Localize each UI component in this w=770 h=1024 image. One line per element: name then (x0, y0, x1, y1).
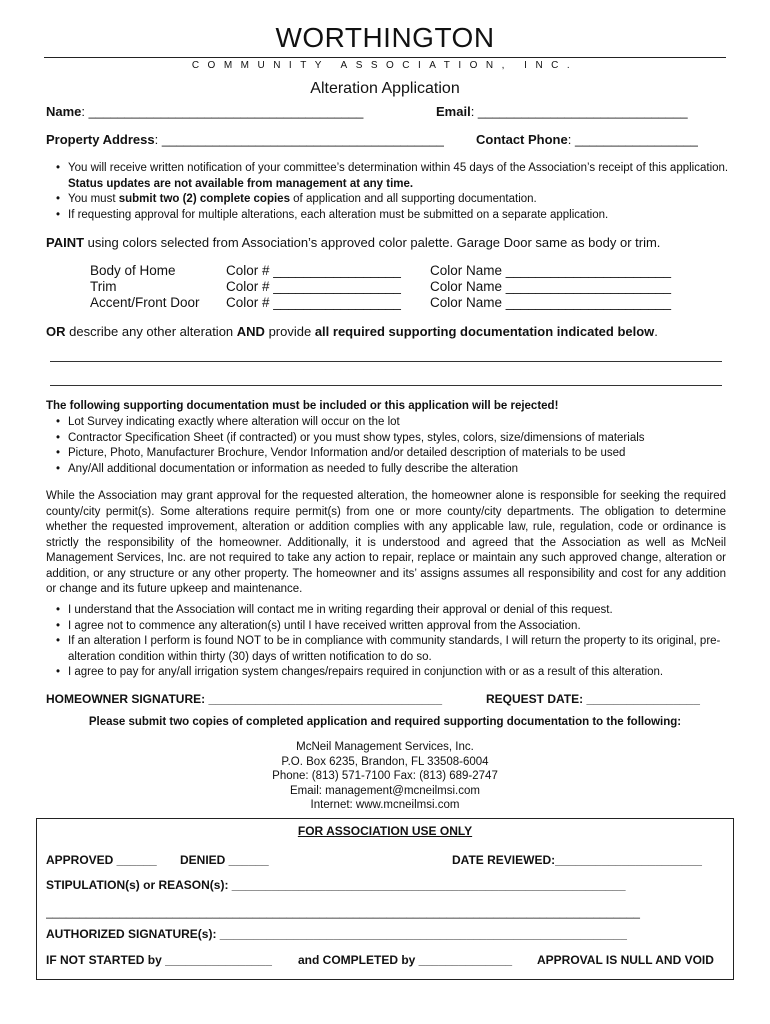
acknowledgement-list (54, 603, 734, 681)
email-field[interactable] (436, 104, 688, 119)
paint-row-name[interactable]: Color Name ______________________ (430, 263, 671, 278)
list-item: • I agree to pay for any/all irrigation system changes/repairs required in conjunction with or as a result of this alteration. (68, 665, 734, 681)
name-blank[interactable]: : ______________________________________ (81, 104, 364, 119)
submit-note: Please submit two copies of completed application and required supporting documentation to the following: (88, 716, 682, 728)
stipulation-field[interactable]: STIPULATION(s) or REASON(s): ___________________________________________________________ (46, 878, 626, 892)
date-reviewed-field[interactable]: DATE REVIEWED:______________________ (452, 853, 702, 867)
supporting-list (54, 415, 734, 477)
denied-field[interactable]: DENIED ______ (180, 853, 269, 867)
list-item: • Picture, Photo, Manufacturer Brochure, Vendor Information and/or detailed description of materials to be used (68, 446, 734, 462)
list-item: • If an alteration I perform is found NOT to be in compliance with community standards, I will return the property to its original, pre-alteration condition within thirty (30) days of written notification to do so. (68, 634, 734, 665)
paint-row-name[interactable]: Color Name ______________________ (430, 295, 671, 310)
email-blank[interactable]: : _____________________________ (470, 104, 688, 119)
description-line[interactable] (50, 361, 722, 362)
null-void-text: APPROVAL IS NULL AND VOID (537, 953, 714, 967)
notice-item: • If requesting approval for multiple alterations, each alteration must be submitted on a separate application. (68, 208, 734, 224)
phone-label: Contact Phone (476, 132, 568, 147)
list-item: • Any/All additional documentation or information as needed to fully describe the alteration (68, 462, 734, 478)
paint-row-color[interactable]: Color # _________________ (226, 295, 401, 310)
title-rule (44, 57, 726, 58)
property-label: Property Address (46, 132, 155, 147)
paint-row-label: Trim (90, 279, 117, 294)
notice-list (54, 161, 734, 223)
paint-row-color[interactable]: Color # _________________ (226, 279, 401, 294)
phone-field[interactable] (476, 132, 698, 147)
email-label: Email (436, 104, 471, 119)
list-item: • I agree not to commence any alteration(s) until I have received written approval from the Association. (68, 619, 734, 635)
name-label: Name (46, 104, 82, 119)
org-subtitle: COMMUNITY ASSOCIATION, INC. (191, 60, 579, 71)
list-item: • Contractor Specification Sheet (if contracted) or you must show types, styles, colors, size/dimensions of materials (68, 431, 734, 447)
property-blank[interactable]: : _______________________________________ (154, 132, 444, 147)
address-line: McNeil Management Services, Inc. (296, 741, 474, 753)
paint-row-label: Accent/Front Door (90, 295, 200, 310)
approved-field[interactable]: APPROVED ______ (46, 853, 157, 867)
paint-row-name[interactable]: Color Name ______________________ (430, 279, 671, 294)
stipulation-blank-line[interactable]: _________________________________________________________________________________________ (46, 905, 640, 919)
phone-blank[interactable]: : _________________ (567, 132, 698, 147)
notice-item: • You will receive written notification of your committee’s determination within 45 days of the Association’s receipt of this application. Status updates are not available from management at any time. (68, 161, 734, 192)
notice-item: • You must submit two (2) complete copies of application and all supporting documentation. (68, 192, 734, 208)
address-line: Internet: www.mcneilmsi.com (310, 799, 460, 811)
paint-instruction: PAINT using colors selected from Association’s approved color palette. Garage Door same as body or trim. (46, 235, 661, 250)
list-item: • Lot Survey indicating exactly where alteration will occur on the lot (68, 415, 734, 431)
request-date-field[interactable]: REQUEST DATE: _________________ (486, 692, 700, 706)
paint-row-color[interactable]: Color # _________________ (226, 263, 401, 278)
supporting-heading: The following supporting documentation must be included or this application will be rejected! (46, 400, 559, 412)
list-item: • I understand that the Association will contact me in writing regarding their approval or denial of this request. (68, 603, 734, 619)
authorized-signature-field[interactable]: AUTHORIZED SIGNATURE(s): _____________________________________________________________ (46, 927, 627, 941)
paint-row-label: Body of Home (90, 263, 176, 278)
address-line: Email: management@mcneilmsi.com (290, 784, 480, 797)
disclaimer-paragraph: While the Association may grant approval for the requested alteration, the homeowner alone is responsible for seeking the required county/city permit(s). Some alterations require permit(s) from one or more county/city departments. The obligation to determine whether the requested improvement, alteration or addition complies with any applicable law, rule, regulation, code or ordinance is strictly the responsibility of the homeowner. Additionally, it is understood and agreed that the Association as well as McNeil Management Services, Inc. are not required to take any action to repair, replace or maintain any such approved change, alteration or addition, or any structure or any other property. The homeowner and its’ assigns assumes all responsibility and cost for any addition or change and its future upkeep and maintenance. (46, 490, 726, 595)
mailing-address (0, 740, 770, 813)
address-line: Phone: (813) 571-7100 Fax: (813) 689-2747 (272, 770, 498, 782)
form-title: Alteration Application (310, 80, 460, 97)
name-field[interactable] (46, 104, 363, 119)
not-started-field[interactable]: IF NOT STARTED by ________________ (46, 953, 272, 967)
other-alteration-instruction: OR describe any other alteration AND provide all required supporting documentation indicated below. (46, 324, 658, 339)
office-heading: FOR ASSOCIATION USE ONLY (297, 824, 473, 838)
address-line: P.O. Box 6235, Brandon, FL 33508-6004 (281, 755, 489, 768)
org-title: WORTHINGTON (275, 22, 495, 53)
completed-field[interactable]: and COMPLETED by ______________ (298, 953, 513, 967)
homeowner-signature-field[interactable]: HOMEOWNER SIGNATURE: ___________________________________ (46, 692, 443, 706)
property-field[interactable] (46, 132, 444, 147)
description-line[interactable] (50, 385, 722, 386)
